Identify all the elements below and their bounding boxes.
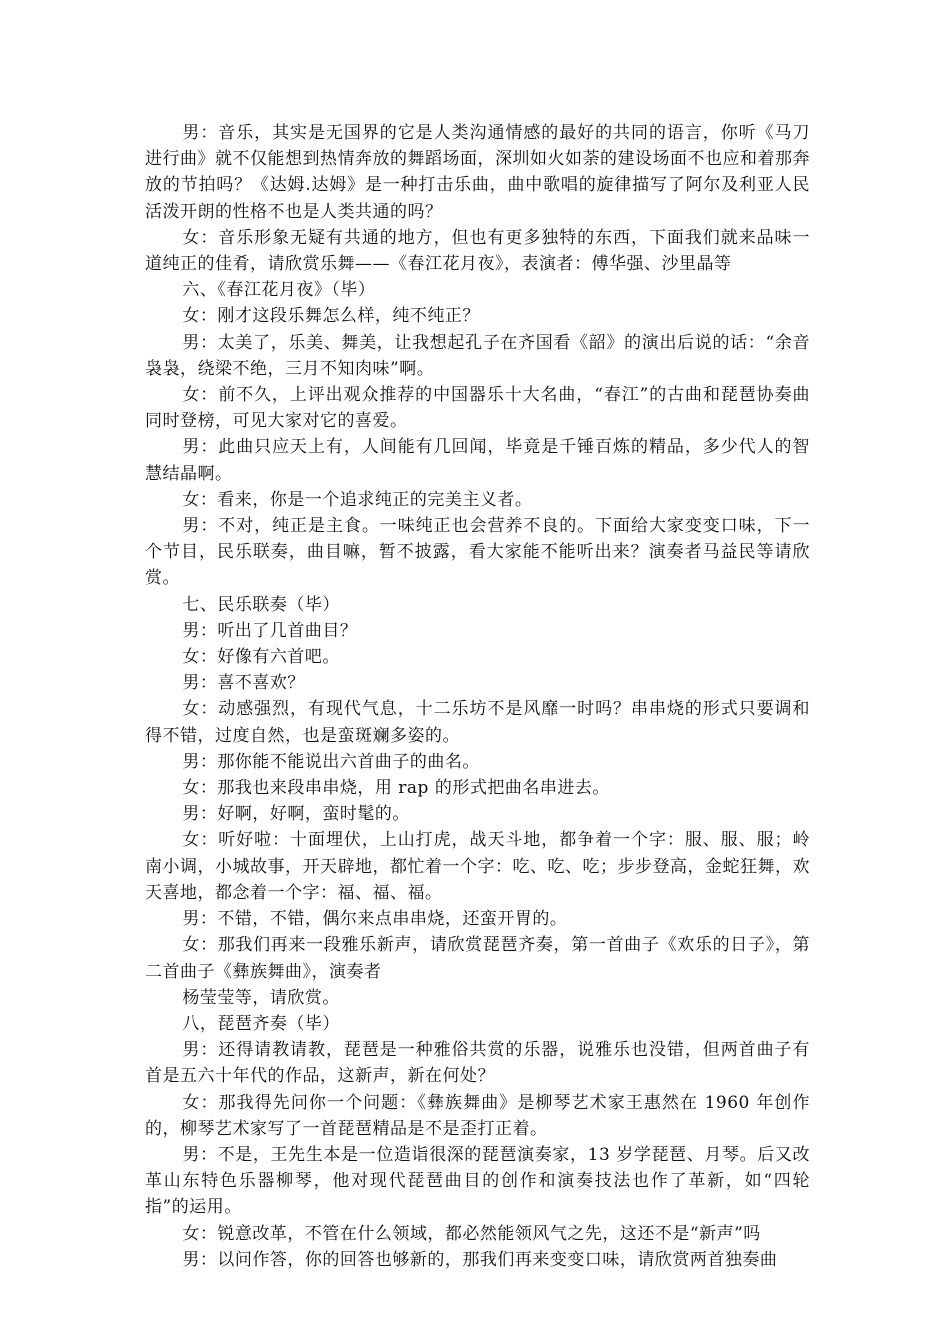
dialogue-paragraph: 六、《春江花月夜》（毕） (182, 280, 376, 301)
dialogue-paragraph: 女：好像有六首吧。 (182, 647, 340, 668)
dialogue-paragraph: 女：音乐形象无疑有共通的地方，但也有更多独特的东西，下面我们就来品味一道纯正的佳肴，请欣赏乐舞——《春江花月夜》，表演者：傅华强、沙里晶等 (145, 227, 810, 275)
dialogue-paragraph: 男：不错，不错，偶尔来点串串烧，还蛮开胃的。 (182, 909, 568, 930)
dialogue-paragraph: 男：太美了，乐美、舞美，让我想起孔子在齐国看《韶》的演出后说的话：“余音袅袅，绕梁不绝，三月不知肉味”啊。 (145, 332, 810, 379)
dialogue-paragraph: 男：此曲只应天上有，人间能有几回闻，毕竟是千锤百炼的精品，多少代人的智慧结晶啊。 (145, 437, 810, 484)
dialogue-paragraph: 女：那我也来段串串烧，用 rap 的形式把曲名串进去。 (182, 778, 610, 799)
dialogue-paragraph: 男：音乐，其实是无国界的它是人类沟通情感的最好的共同的语言，你听《马刀进行曲》就不仅能想到热情奔放的舞蹈场面，深圳如火如荼的建设场面不也应和着那奔放的节拍吗？《达姆.达姆》是一种打击乐曲，曲中歌唱的旋律描写了阿尔及利亚人民活泼开朗的性格不也是人类共通的吗？ (145, 123, 810, 222)
dialogue-paragraph: 男：好啊，好啊，蛮时髦的。 (182, 804, 410, 825)
dialogue-paragraph: 女：听好啦：十面埋伏，上山打虎，战天斗地，都争着一个字：服、服、服；岭南小调，小城故事，开天辟地，都忙着一个字：吃、吃、吃；步步登高，金蛇狂舞，欢天喜地，都念着一个字：福、福、福。 (145, 830, 810, 903)
dialogue-paragraph: 七、民乐联奏（毕） (182, 594, 340, 615)
dialogue-paragraph: 男：不对，纯正是主食。一味纯正也会营养不良的。下面给大家变变口味，下一个节目，民乐联奏，曲目嘛，暂不披露，看大家能不能听出来？演奏者马益民等请欣赏。 (145, 516, 810, 589)
dialogue-paragraph: 女：看来，你是一个追求纯正的完美主义者。 (182, 489, 533, 510)
dialogue-paragraph: 男：以问作答，你的回答也够新的，那我们再来变变口味，请欣赏两首独奏曲 (182, 1249, 778, 1270)
dialogue-paragraph: 男：喜不喜欢？ (182, 673, 305, 694)
dialogue-paragraph: 杨莹莹等，请欣赏。 (182, 987, 340, 1008)
dialogue-paragraph: 八，琵琶齐奏（毕） (182, 1013, 340, 1034)
dialogue-paragraph: 男：那你能不能说出六首曲子的曲名。 (182, 751, 480, 772)
dialogue-paragraph: 女：那我们再来一段雅乐新声，请欣赏琵琶齐奏，第一首曲子《欢乐的日子》，第二首曲子《彝族舞曲》，演奏者 (145, 935, 810, 982)
dialogue-paragraph: 男：不是，王先生本是一位造诣很深的琵琶演奏家，13 岁学琵琶、月琴。后又改革山东特色乐器柳琴，他对现代琵琶曲目的创作和演奏技法也作了革新，如“四轮指”的运用。 (145, 1144, 810, 1218)
dialogue-paragraph: 女：动感强烈，有现代气息，十二乐坊不是风靡一时吗？串串烧的形式只要调和得不错，过度自然，也是蛮斑斓多姿的。 (145, 699, 810, 746)
dialogue-paragraph: 男：听出了几首曲目？ (182, 620, 358, 641)
dialogue-paragraph: 女：锐意改革，不管在什么领域，都必然能领风气之先，这还不是“新声”吗 (182, 1223, 761, 1244)
dialogue-paragraph: 男：还得请教请教，琵琶是一种雅俗共赏的乐器，说雅乐也没错，但两首曲子有首是五六十年代的作品，这新声，新在何处？ (145, 1040, 810, 1087)
document-body (145, 120, 810, 1273)
dialogue-paragraph: 女：刚才这段乐舞怎么样，纯不纯正？ (182, 306, 480, 327)
dialogue-paragraph: 女：那我得先问你一个问题：《彝族舞曲》是柳琴艺术家王惠然在 1960 年创作的，柳琴艺术家写了一首琵琶精品是不是歪打正着。 (145, 1092, 810, 1139)
dialogue-paragraph: 女：前不久，上评出观众推荐的中国器乐十大名曲，“春江”的古曲和琵琶协奏曲同时登榜，可见大家对它的喜爱。 (145, 385, 810, 432)
